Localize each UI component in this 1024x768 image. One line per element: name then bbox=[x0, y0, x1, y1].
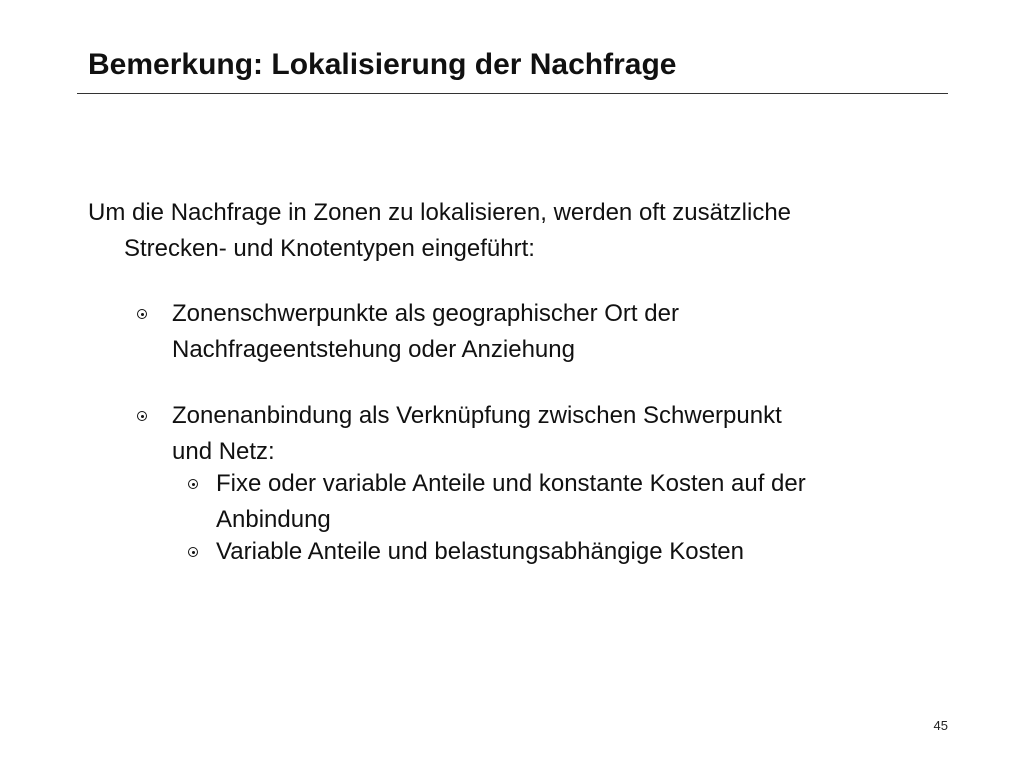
circle-dot-bullet-icon bbox=[188, 479, 198, 489]
sub-list-item-fixe-anteile bbox=[216, 466, 806, 538]
list-item-line: Anbindung bbox=[216, 506, 331, 533]
list-item-text bbox=[216, 466, 806, 538]
list-item-text bbox=[172, 296, 679, 368]
circle-dot-bullet-icon bbox=[137, 411, 147, 421]
page-number: 45 bbox=[933, 718, 948, 733]
list-item-line: Fixe oder variable Anteile und konstante Kosten auf der bbox=[216, 470, 806, 497]
list-item-line: Zonenschwerpunkte als geographischer Ort der bbox=[172, 300, 679, 327]
sub-list-item-variable-anteile bbox=[216, 534, 744, 570]
list-item-line: Variable Anteile und belastungsabhängige Kosten bbox=[216, 538, 744, 565]
list-item-zonenschwerpunkte bbox=[172, 296, 679, 368]
circle-dot-bullet-icon bbox=[188, 547, 198, 557]
circle-dot-bullet-icon bbox=[137, 309, 147, 319]
slide-title: Bemerkung: Lokalisierung der Nachfrage bbox=[88, 48, 677, 81]
list-item-line: Nachfrageentstehung oder Anziehung bbox=[172, 336, 575, 363]
list-item-text bbox=[216, 534, 744, 570]
list-item-text bbox=[172, 398, 782, 470]
list-item-line: und Netz: bbox=[172, 438, 275, 465]
list-item-line: Zonenanbindung als Verknüpfung zwischen Schwerpunkt bbox=[172, 402, 782, 429]
list-item-zonenanbindung bbox=[172, 398, 782, 470]
intro-line-2: Strecken- und Knotentypen eingeführt: bbox=[124, 235, 535, 262]
intro-line-1: Um die Nachfrage in Zonen zu lokalisieren, werden oft zusätzliche bbox=[88, 199, 792, 226]
